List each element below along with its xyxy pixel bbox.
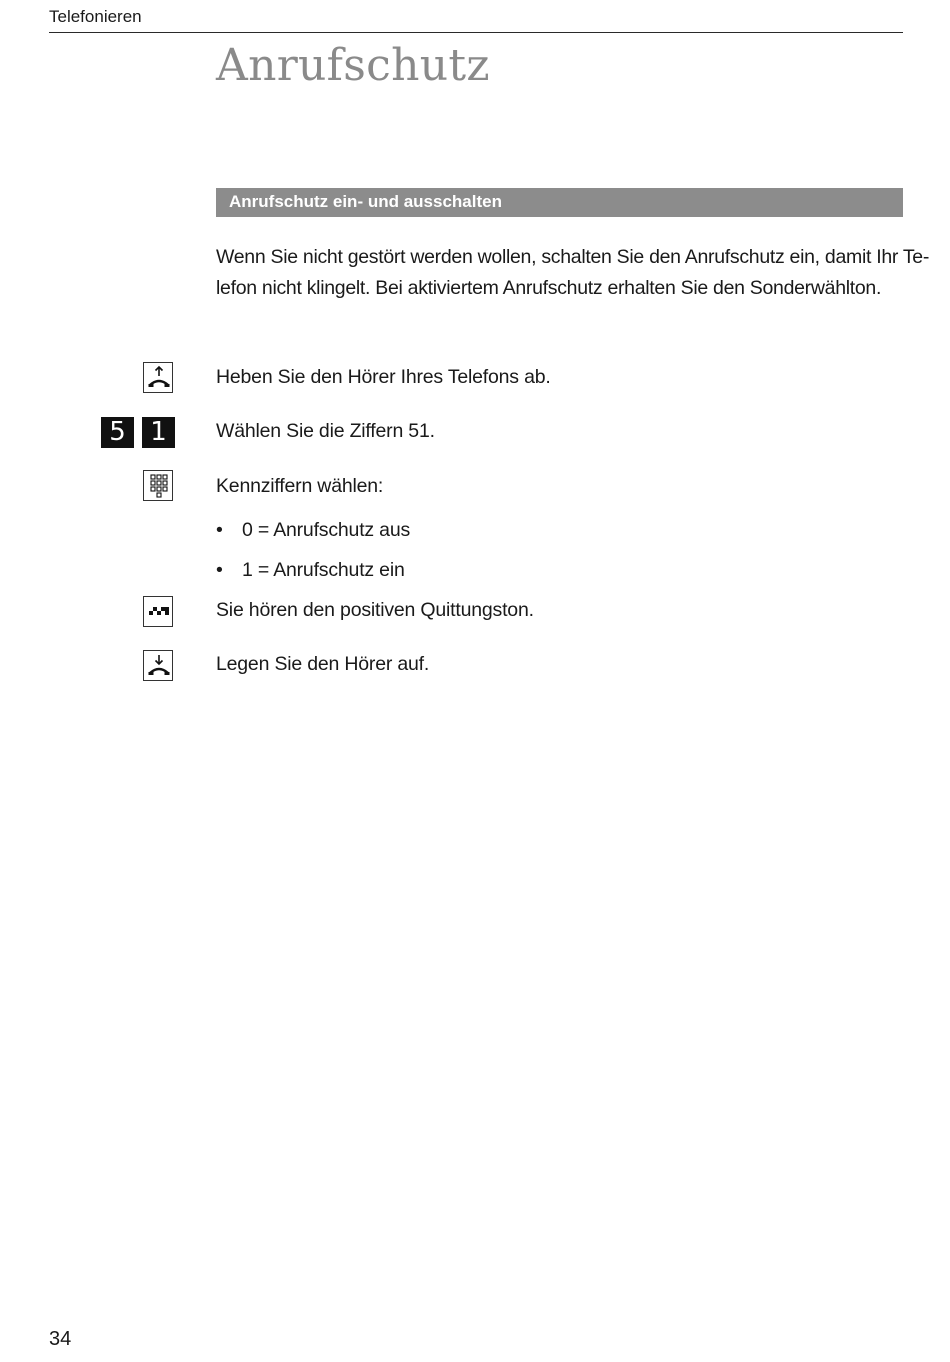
step-code-text: Kennziffern wählen:: [216, 475, 384, 497]
step-dial-text: Wählen Sie die Ziffern 51.: [216, 420, 435, 442]
page-title: Anrufschutz: [216, 40, 490, 91]
section-heading: Anrufschutz ein- und ausschalten: [229, 192, 502, 211]
option-text: 0 = Anrufschutz aus: [242, 519, 411, 541]
intro-paragraph: [216, 242, 930, 304]
bullet-icon: •: [216, 519, 223, 541]
confirmation-tone-icon: [143, 596, 173, 627]
step-tone-text: Sie hören den positiven Quittungston.: [216, 599, 534, 621]
step-hangup-text: Legen Sie den Hörer auf.: [216, 653, 430, 675]
digit-key-5: 5: [101, 417, 134, 448]
intro-line: Wenn Sie nicht gestört werden wollen, schalten Sie den Anrufschutz ein, damit Ihr Te-: [216, 246, 930, 268]
running-header: Telefonieren: [49, 7, 142, 26]
keypad-icon: [143, 470, 173, 501]
section-heading-bar: [216, 188, 903, 217]
intro-line: lefon nicht klingelt. Bei aktiviertem Anrufschutz erhalten Sie den Sonderwählton.: [216, 277, 882, 299]
option-text: 1 = Anrufschutz ein: [242, 559, 405, 581]
option-item: [216, 559, 405, 582]
handset-lift-icon: [143, 362, 173, 393]
bullet-icon: •: [216, 559, 223, 581]
header-rule: [49, 32, 903, 33]
page-number: 34: [49, 1328, 72, 1350]
handset-replace-icon: [143, 650, 173, 681]
digit-key-1: 1: [142, 417, 175, 448]
option-item: [216, 519, 410, 542]
step-lift-text: Heben Sie den Hörer Ihres Telefons ab.: [216, 366, 551, 388]
